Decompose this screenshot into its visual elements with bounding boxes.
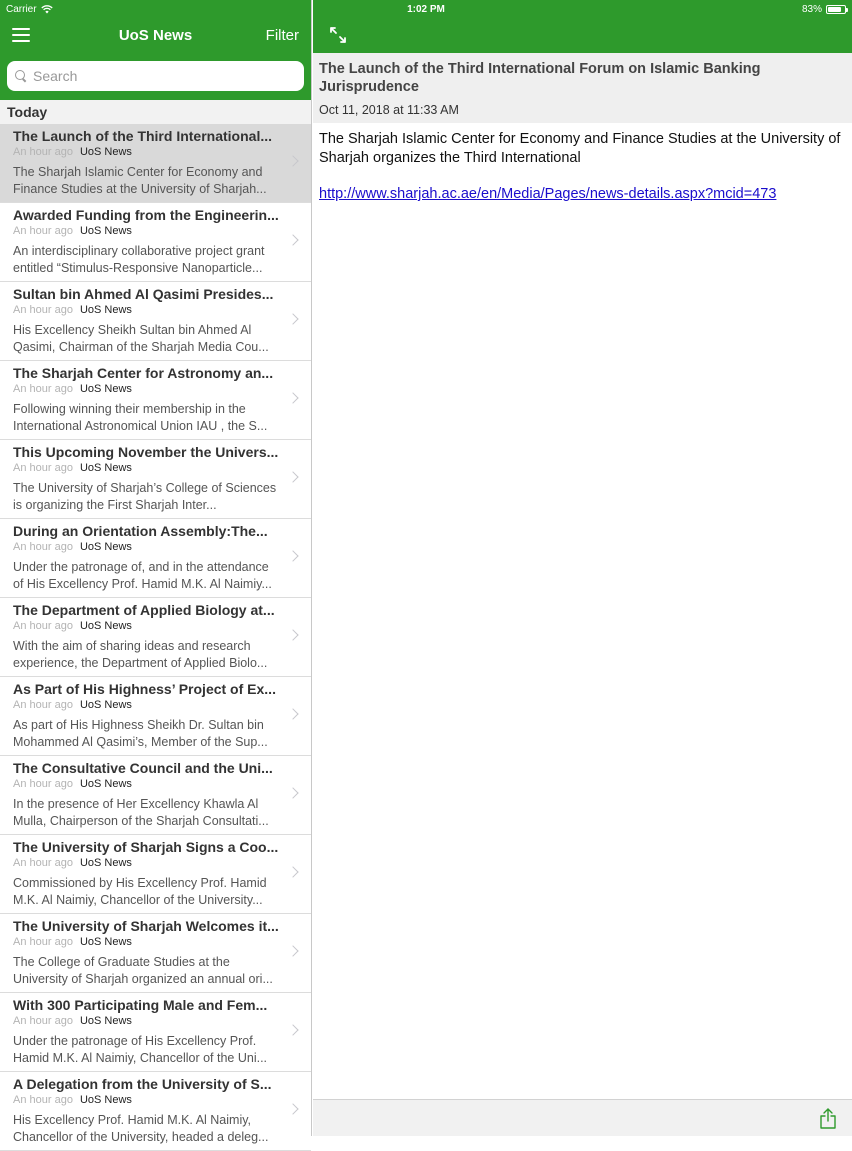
news-row-time: An hour ago — [13, 699, 73, 711]
news-row-snippet: In the presence of Her Excellency Khawla Al Mulla, Chairperson of the Sharjah Consultati... — [13, 797, 269, 828]
news-row-snippet: With the aim of sharing ideas and research experience, the Department of Applied Biolo... — [13, 639, 268, 670]
news-row-time: An hour ago — [13, 857, 73, 869]
status-right — [802, 4, 846, 15]
news-row[interactable] — [0, 835, 311, 914]
chevron-right-icon — [287, 629, 298, 640]
hamburger-icon[interactable] — [12, 28, 30, 42]
news-row-title: A Delegation from the University of S... — [13, 1076, 272, 1092]
news-row-snippet: As part of His Highness Sheikh Dr. Sultan bin Mohammed Al Qasimi’s, Member of the Sup... — [13, 718, 268, 749]
chevron-right-icon — [287, 708, 298, 719]
news-row-source: UoS News — [79, 857, 132, 869]
news-row[interactable] — [0, 282, 311, 361]
news-row-time: An hour ago — [13, 620, 73, 632]
news-row-meta — [13, 935, 277, 949]
news-row[interactable] — [0, 756, 311, 835]
news-row[interactable] — [0, 203, 311, 282]
news-row-meta — [13, 145, 277, 159]
search-icon — [15, 70, 27, 82]
news-row-source: UoS News — [79, 383, 132, 395]
chevron-right-icon — [287, 550, 298, 561]
chevron-right-icon — [287, 313, 298, 324]
master-pane — [0, 0, 312, 1144]
news-row-title: This Upcoming November the Univers... — [13, 444, 279, 460]
news-row-source: UoS News — [79, 146, 132, 158]
article-title: The Launch of the Third International Forum on Islamic Banking Jurisprudence — [319, 61, 761, 95]
news-row[interactable] — [0, 993, 311, 1072]
news-row-meta — [13, 382, 277, 396]
news-row-time: An hour ago — [13, 778, 73, 790]
section-header-today: Today — [0, 100, 311, 124]
news-row-source: UoS News — [79, 462, 132, 474]
search-bar[interactable] — [7, 61, 304, 91]
news-row-title: The Consultative Council and the Uni... — [13, 760, 273, 776]
carrier-label: Carrier — [6, 3, 37, 15]
filter-button[interactable]: Filter — [265, 26, 299, 44]
chevron-right-icon — [287, 392, 298, 403]
news-row-meta — [13, 303, 277, 317]
news-row-meta — [13, 856, 277, 870]
news-row-time: An hour ago — [13, 1094, 73, 1106]
news-row-source: UoS News — [79, 936, 132, 948]
bottom-toolbar — [313, 1099, 852, 1136]
news-row[interactable] — [0, 440, 311, 519]
news-row-title: Awarded Funding from the Engineerin... — [13, 207, 279, 223]
news-row-title: The Launch of the Third International... — [13, 128, 272, 144]
news-row-meta — [13, 1093, 277, 1107]
news-row-time: An hour ago — [13, 541, 73, 553]
chevron-right-icon — [287, 787, 298, 798]
battery-percent: 83% — [801, 3, 822, 15]
news-row-snippet: The Sharjah Islamic Center for Economy and Finance Studies at the University of Sharjah... — [13, 165, 267, 196]
battery-level — [828, 7, 841, 12]
wifi-icon — [41, 5, 53, 14]
news-row-source: UoS News — [79, 541, 132, 553]
news-row-snippet: His Excellency Sheikh Sultan bin Ahmed Al Qasimi, Chairman of the Sharjah Media Cou... — [13, 323, 269, 354]
article-link[interactable]: http://www.sharjah.ac.ae/en/Media/Pages/news-details.aspx?mcid=473 — [319, 186, 777, 202]
news-row[interactable] — [0, 361, 311, 440]
news-row-meta — [13, 461, 277, 475]
news-row-meta — [13, 1014, 277, 1028]
status-time: 1:02 PM — [407, 3, 445, 15]
news-row[interactable] — [0, 914, 311, 993]
news-row[interactable] — [0, 124, 311, 203]
chevron-right-icon — [287, 1024, 298, 1035]
article-body — [313, 123, 852, 211]
news-row-title: The University of Sharjah Welcomes it... — [13, 918, 279, 934]
news-row-source: UoS News — [79, 1094, 132, 1106]
news-row-title: As Part of His Highness’ Project of Ex... — [13, 681, 276, 697]
battery-icon — [826, 5, 846, 14]
news-row-snippet: Following winning their membership in the International Astronomical Union IAU , the S... — [13, 402, 268, 433]
news-row-snippet: An interdisciplinary collaborative project grant entitled “Stimulus-Responsive Nanoparticle... — [13, 244, 265, 275]
news-row[interactable] — [0, 598, 311, 677]
news-row-time: An hour ago — [13, 1015, 73, 1027]
news-row-title: The Sharjah Center for Astronomy an... — [13, 365, 274, 381]
news-row-source: UoS News — [79, 620, 132, 632]
news-row-snippet: His Excellency Prof. Hamid M.K. Al Naimiy, Chancellor of the University, headed a deleg... — [13, 1113, 269, 1144]
chevron-right-icon — [287, 866, 298, 877]
news-row-time: An hour ago — [13, 462, 73, 474]
news-row-title: Sultan bin Ahmed Al Qasimi Presides... — [13, 286, 274, 302]
news-row-snippet: Under the patronage of, and in the attendance of His Excellency Prof. Hamid M.K. Al Naimiy... — [13, 560, 272, 591]
news-row-title: With 300 Participating Male and Fem... — [13, 997, 268, 1013]
status-left — [6, 4, 53, 15]
news-row-source: UoS News — [79, 304, 132, 316]
news-row-meta — [13, 540, 277, 554]
news-row-meta — [13, 224, 277, 238]
news-row-meta — [13, 698, 277, 712]
news-row[interactable] — [0, 1072, 311, 1151]
news-row-source: UoS News — [79, 1015, 132, 1027]
news-row[interactable] — [0, 519, 311, 598]
news-row-title: The Department of Applied Biology at... — [13, 602, 275, 618]
news-row-source: UoS News — [79, 699, 132, 711]
chevron-right-icon — [287, 945, 298, 956]
expand-icon[interactable] — [329, 26, 347, 44]
article-date: Oct 11, 2018 at 11:33 AM — [319, 103, 459, 117]
detail-pane — [313, 0, 852, 1136]
news-row-snippet: The University of Sharjah’s College of Sciences is organizing the First Sharjah Inter... — [13, 481, 277, 512]
news-row-snippet: The College of Graduate Studies at the University of Sharjah organized an annual ori... — [13, 955, 273, 986]
news-row-snippet: Under the patronage of His Excellency Prof. Hamid M.K. Al Naimiy, Chancellor of the Uni... — [13, 1034, 268, 1065]
news-row-title: The University of Sharjah Signs a Coo... — [13, 839, 279, 855]
news-row-title: During an Orientation Assembly:The... — [13, 523, 268, 539]
news-row-time: An hour ago — [13, 146, 73, 158]
share-icon[interactable] — [820, 1108, 836, 1129]
chevron-right-icon — [287, 234, 298, 245]
chevron-right-icon — [287, 155, 298, 166]
news-row-source: UoS News — [79, 225, 132, 237]
search-input[interactable] — [33, 68, 296, 84]
article-header — [313, 53, 852, 123]
news-row-source: UoS News — [79, 778, 132, 790]
news-row-time: An hour ago — [13, 936, 73, 948]
news-list — [0, 124, 311, 1151]
master-nav-bar — [0, 18, 311, 52]
chevron-right-icon — [287, 471, 298, 482]
news-row-time: An hour ago — [13, 383, 73, 395]
article-text: The Sharjah Islamic Center for Economy and Finance Studies at the University of Sharjah organizes the Third International — [319, 131, 841, 166]
news-row-time: An hour ago — [13, 225, 73, 237]
news-row-time: An hour ago — [13, 304, 73, 316]
chevron-right-icon — [287, 1103, 298, 1114]
nav-title: UoS News — [118, 26, 193, 44]
news-row-meta — [13, 619, 277, 633]
status-bar — [0, 0, 852, 18]
news-row-snippet: Commissioned by His Excellency Prof. Hamid M.K. Al Naimiy, Chancellor of the University... — [13, 876, 267, 907]
news-row[interactable] — [0, 677, 311, 756]
news-row-meta — [13, 777, 277, 791]
